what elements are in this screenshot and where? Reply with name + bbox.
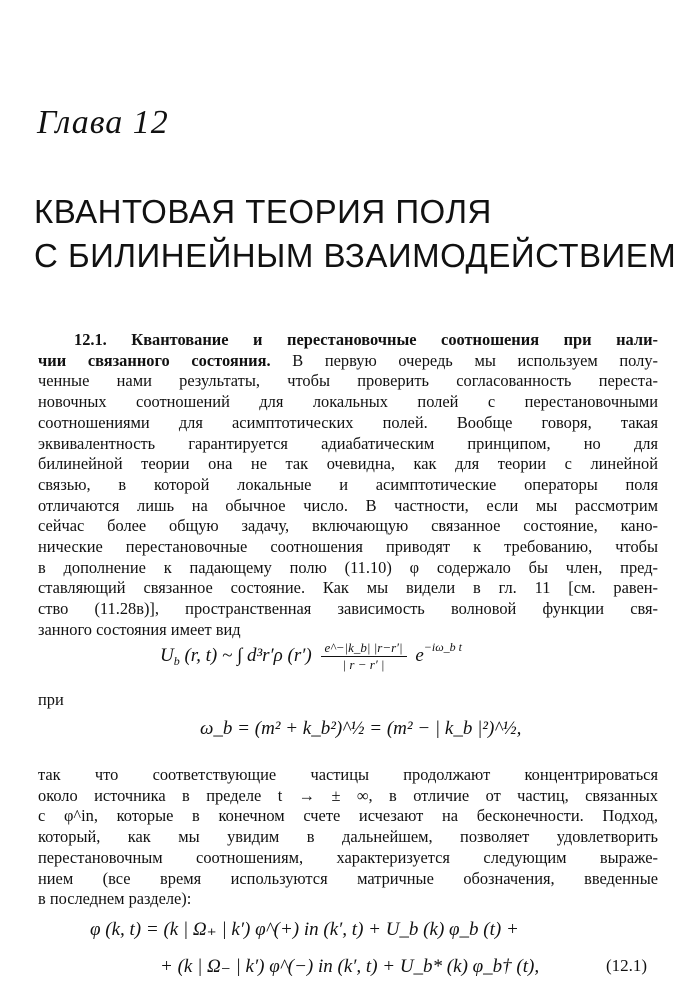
eq-exponent: −iω_b t	[423, 639, 463, 654]
eq-integral: (r, t) ~ ∫ d³r′ρ (r′)	[184, 644, 312, 666]
paragraph-line: который, как мы увидим в дальнейшем, позволяет удовлетворить	[38, 827, 658, 847]
equation-number: (12.1)	[606, 956, 648, 975]
paragraph-line: в последнем разделе):	[38, 889, 192, 909]
paragraph-line: связью, в которой локальные и асимптотические операторы поля	[38, 474, 658, 494]
equation-omega: ω_b = (m² + k_b²)^½ = (m² − | k_b |²)^½,	[200, 718, 522, 739]
paragraph-line: около источника в пределе t → ± ∞, в отличие от частиц, связанных	[38, 785, 658, 805]
chapter-title-line-1: КВАНТОВАЯ ТЕОРИЯ ПОЛЯ	[34, 193, 492, 230]
second-paragraph	[38, 765, 658, 910]
chapter-title-line-2: С БИЛИНЕЙНЫМ ВЗАИМОДЕЙСТВИЕМ	[34, 237, 677, 274]
section-heading-line-2: чии связанного состояния.	[38, 350, 271, 370]
paragraph-line: занного состояния имеет вид	[38, 619, 241, 639]
paragraph-line: сейчас более общую задачу, включающую связанное состояние, кано-	[38, 516, 658, 536]
paragraph-line: соотношениями для асимптотических полей. Вообще говоря, такая	[38, 412, 658, 432]
eq-fraction	[321, 640, 407, 673]
equation-wavefunction	[160, 640, 462, 673]
eq-subscript: b	[173, 653, 180, 668]
section-heading-line-1: 12.1. Квантование и перестановочные соотношения при нали-	[74, 330, 658, 349]
paragraph-line: в дополнение к падающему полю (11.10) φ содержало бы член, пред-	[38, 557, 658, 577]
paragraph-line: ченные нами результаты, чтобы проверить согласованность переста-	[38, 371, 658, 391]
paragraph-line: новочных соотношений для локальных полей с перестановочными	[38, 392, 658, 412]
equation-field-line-1: φ (k, t) = (k | Ω₊ | k′) φ^(+) in (k′, t) + U_b (k) φ_b (t) +	[90, 919, 519, 940]
paragraph-line: так что соответствующие частицы продолжают концентрироваться	[38, 765, 658, 784]
word-pri: при	[38, 690, 64, 709]
paragraph-line: билинейной теории она не так очевидна, как для теории с линейной	[38, 454, 658, 474]
equation-field-line-2: + (k | Ω₋ | k′) φ^(−) in (k′, t) + U_b* (k) φ_b† (t),	[160, 956, 540, 977]
eq-symbol: U	[160, 644, 174, 666]
eq-fraction-numerator: e^−|k_b| |r−r′|	[321, 640, 407, 657]
chapter-title	[34, 190, 677, 278]
paragraph-line: ство (11.28в)], пространственная зависимость волновой функции свя-	[38, 599, 658, 619]
eq-exponential: e	[415, 644, 424, 666]
paragraph-line-text: В первую очередь мы используем полу-	[270, 350, 658, 370]
paragraph-line: ставляющий связанное состояние. Как мы видели в гл. 11 [см. равен-	[38, 578, 658, 598]
paragraph-line	[38, 351, 658, 372]
chapter-label: Глава 12	[37, 104, 169, 141]
paragraph-line: нические перестановочные соотношения приводят к требованию, чтобы	[38, 537, 658, 557]
paragraph-line: эквивалентность гарантируется адиабатическим принципом, но для	[38, 433, 658, 453]
paragraph-line: нием (все время используются матричные обозначения, введенные	[38, 868, 658, 888]
paragraph-line: отличаются лишь на обычное число. В частности, если мы рассмотрим	[38, 495, 658, 515]
section-paragraph	[38, 330, 658, 641]
paragraph-line: перестановочным соотношениям, характеризуется следующим выраже-	[38, 847, 658, 867]
paragraph-line: с φ^in, которые в конечном счете исчезают на бесконечности. Подход,	[38, 806, 658, 826]
eq-fraction-denominator: | r − r′ |	[342, 657, 385, 672]
